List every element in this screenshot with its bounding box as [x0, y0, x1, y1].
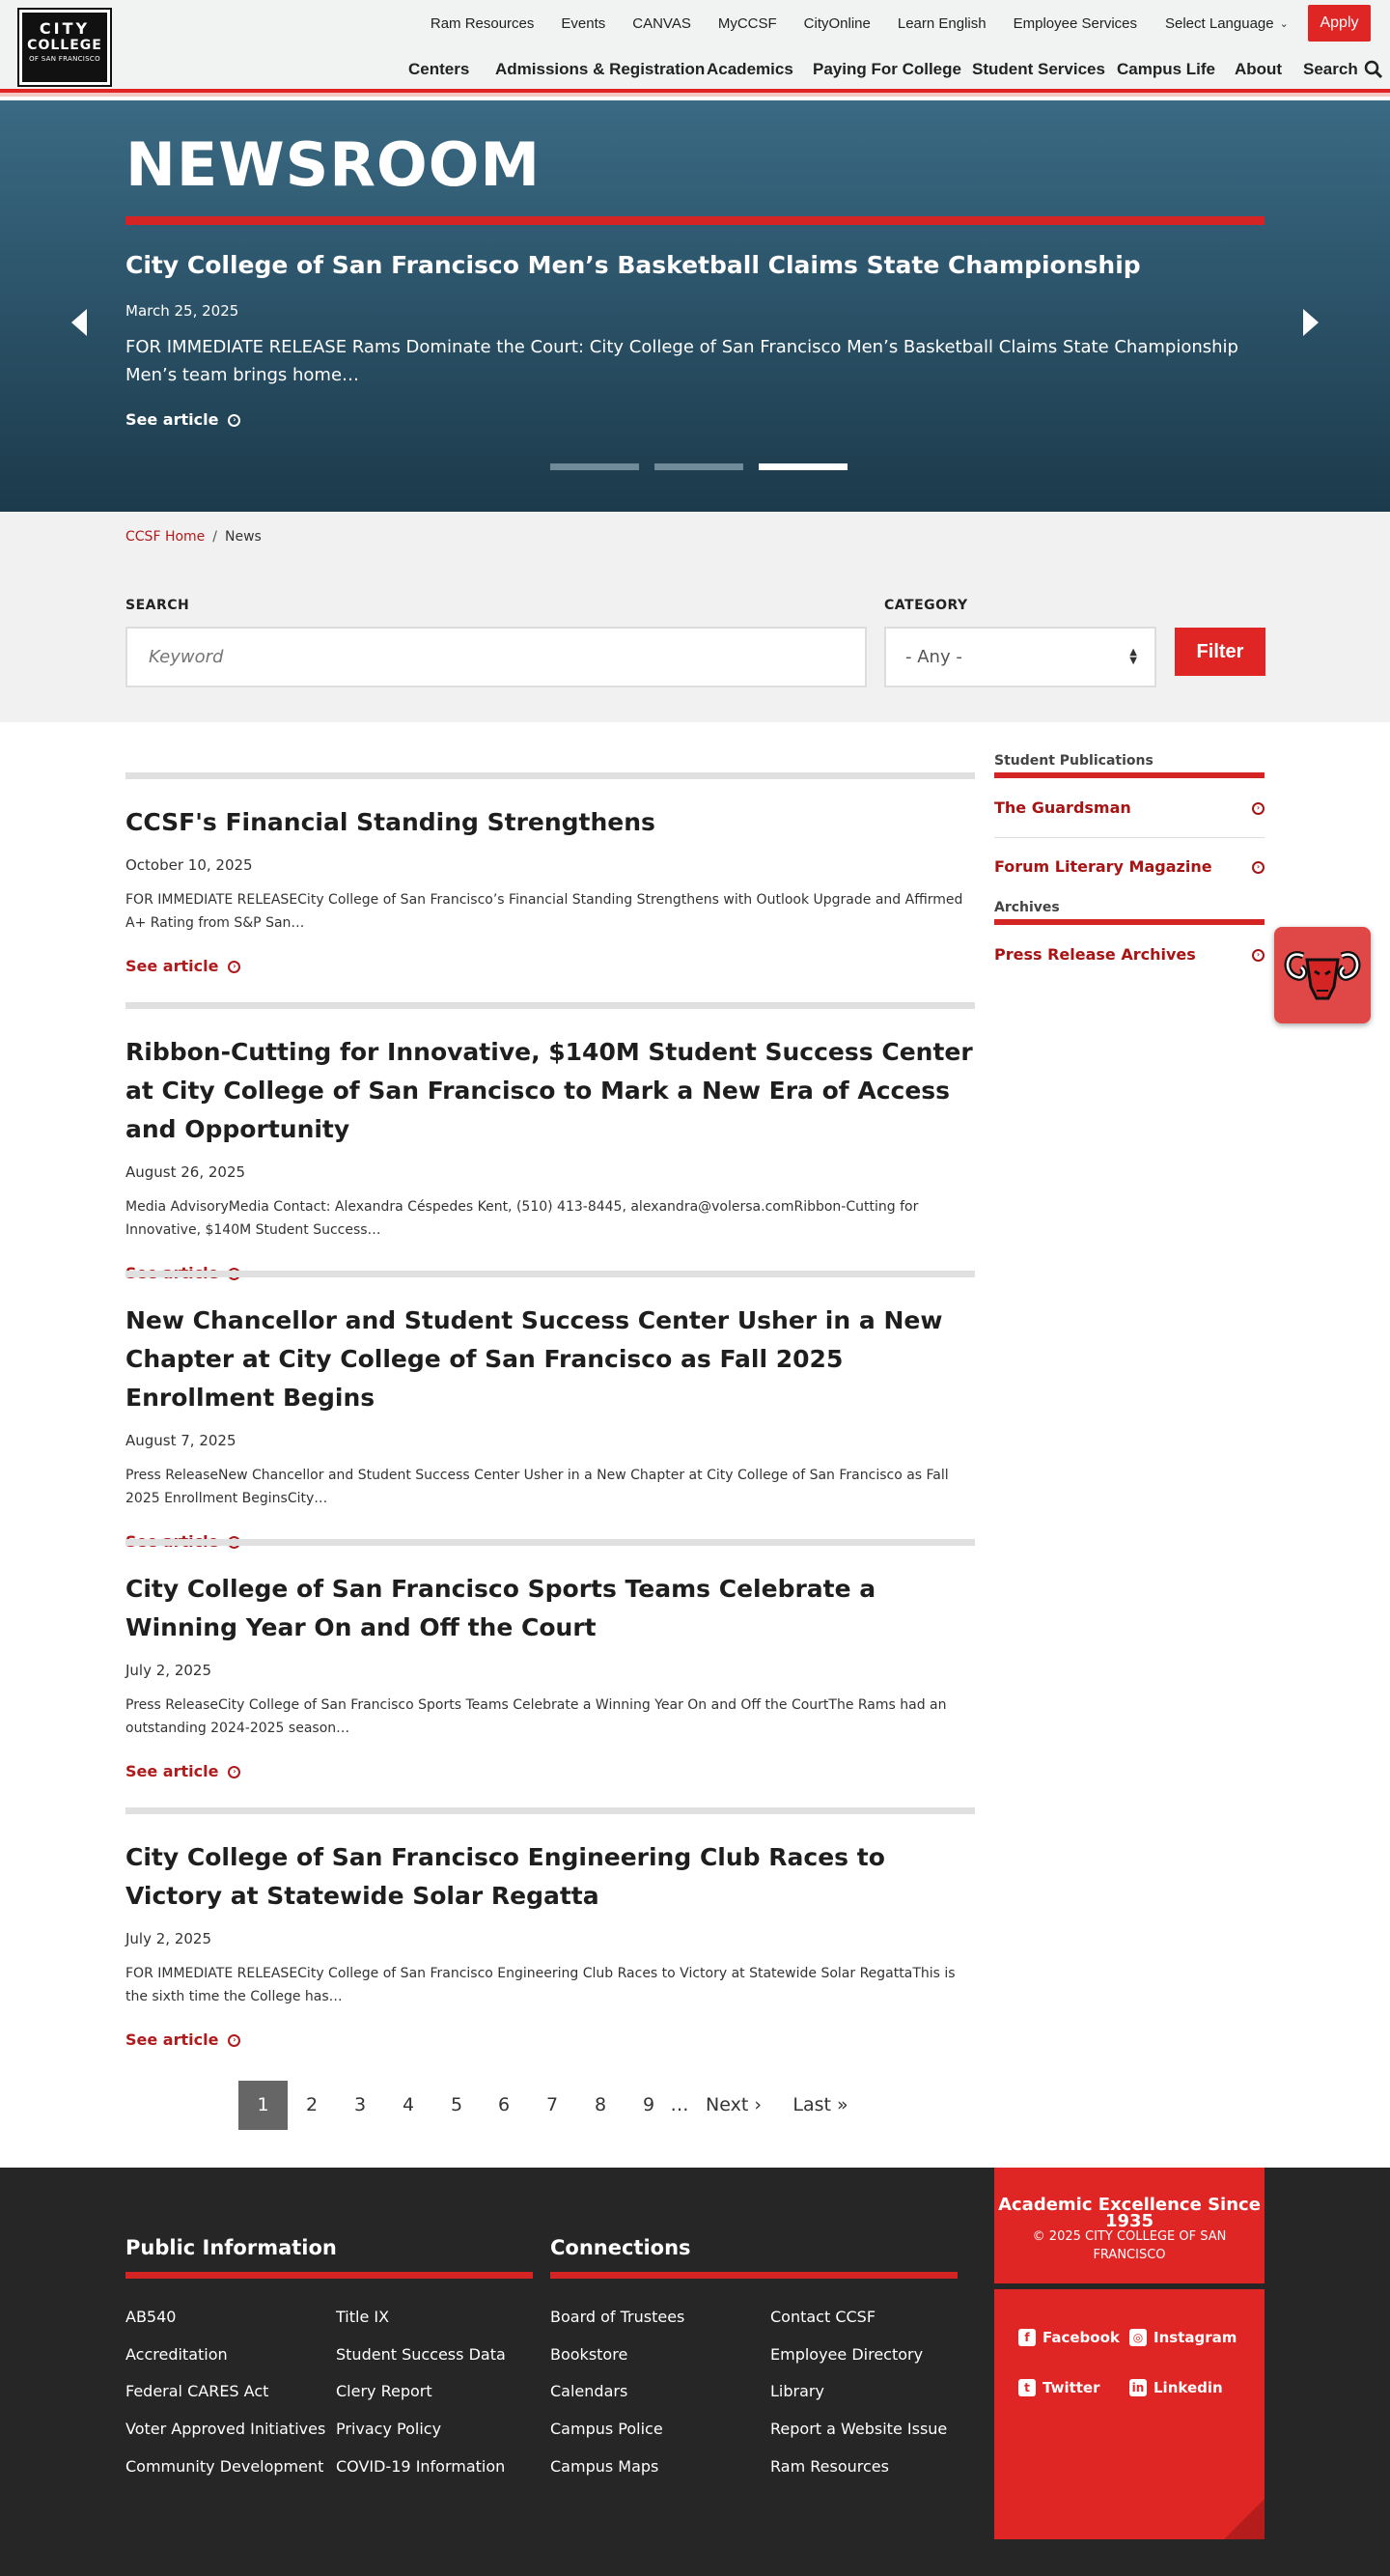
- footer-panel-separator: [994, 2283, 1265, 2289]
- footer-tagline: Academic Excellence Since 1935: [998, 2195, 1261, 2231]
- hero-date: March 25, 2025: [125, 302, 239, 320]
- footer-link-ram-resources[interactable]: Ram Resources: [770, 2457, 889, 2476]
- sidebar-link-label: Forum Literary Magazine: [994, 857, 1212, 876]
- language-select[interactable]: [1165, 14, 1289, 35]
- footer-link-voter-approved-initiatives[interactable]: Voter Approved Initiatives: [125, 2420, 326, 2438]
- page-title: NEWSROOM: [125, 129, 542, 200]
- footer-link-report-a-website-issue[interactable]: Report a Website Issue: [770, 2420, 948, 2438]
- category-select-value: - Any -: [905, 647, 962, 667]
- utility-link-cityonline[interactable]: CityOnline: [803, 15, 871, 32]
- page-1-button[interactable]: 1: [238, 2081, 288, 2130]
- see-article-label: See article: [125, 2030, 219, 2049]
- select-arrows-icon: ▲ ▼: [1129, 647, 1137, 666]
- nav-admissions-registration[interactable]: Admissions & Registration: [495, 60, 706, 78]
- chevron-down-icon: ⌄: [1279, 18, 1289, 30]
- utility-link-ram-resources[interactable]: Ram Resources: [430, 15, 535, 32]
- news-article: [125, 1002, 975, 1284]
- sidebar-link-label: The Guardsman: [994, 798, 1131, 817]
- page-6-button[interactable]: 6: [497, 2094, 511, 2115]
- ccsf-logo[interactable]: [19, 10, 110, 85]
- site-footer: [0, 2168, 1390, 2576]
- page-7-button[interactable]: 7: [545, 2094, 559, 2115]
- arrow-circle-icon: ›: [228, 2034, 240, 2047]
- newsroom-hero-carousel: [0, 100, 1390, 512]
- twitter-label: Twitter: [1042, 2379, 1100, 2396]
- footer-link-privacy-policy[interactable]: Privacy Policy: [336, 2420, 442, 2438]
- footer-panel-corner-decoration: [1224, 2499, 1265, 2539]
- keyword-search-input[interactable]: [125, 627, 867, 687]
- see-article-link[interactable]: [125, 1761, 975, 1782]
- utility-link-events[interactable]: Events: [561, 15, 606, 32]
- footer-divider: [125, 2272, 533, 2279]
- logo-line-3: OF SAN FRANCISCO: [29, 55, 100, 63]
- nav-academics[interactable]: Academics: [707, 60, 793, 78]
- nav-centers[interactable]: Centers: [408, 60, 470, 78]
- footer-link-community-development[interactable]: Community Development: [125, 2457, 324, 2476]
- footer-link-federal-cares-act[interactable]: Federal CARES Act: [125, 2382, 269, 2400]
- see-article-label: See article: [125, 1264, 219, 1282]
- see-article-link[interactable]: [125, 2030, 975, 2051]
- arrow-circle-icon: ›: [228, 961, 240, 973]
- page-4-button[interactable]: 4: [402, 2094, 415, 2115]
- utility-link-myccsf[interactable]: MyCCSF: [717, 15, 777, 32]
- see-article-label: See article: [125, 1762, 219, 1780]
- pagination-ellipsis: …: [670, 2094, 689, 2115]
- article-summary: Media AdvisoryMedia Contact: Alexandra Céspedes Kent, (510) 413-8445, alexandra@volersa.comRibbon-Cutting for Innovative, $140M Student Success…: [125, 1199, 919, 1238]
- archives-heading: Archives: [994, 900, 1060, 915]
- footer-link-accreditation[interactable]: Accreditation: [125, 2345, 228, 2364]
- title-divider: [125, 216, 1265, 225]
- footer-link-covid-19-information[interactable]: COVID-19 Information: [336, 2457, 506, 2476]
- ram-chat-widget[interactable]: [1274, 927, 1371, 1023]
- ram-mascot-icon: [1274, 927, 1371, 1023]
- page-3-button[interactable]: 3: [353, 2094, 367, 2115]
- news-article: [125, 1807, 975, 2051]
- header-search-label: Search: [1303, 60, 1358, 78]
- instagram-label: Instagram: [1154, 2329, 1237, 2346]
- carousel-dot-3[interactable]: [759, 463, 848, 470]
- article-date: July 2, 2025: [125, 1930, 211, 1947]
- language-select-label: Select Language: [1165, 15, 1274, 32]
- sidebar-divider: [994, 919, 1265, 925]
- arrow-circle-icon: ›: [228, 1536, 240, 1549]
- news-filter-area: [0, 512, 1390, 722]
- last-page-button[interactable]: Last »: [792, 2094, 848, 2115]
- article-date: August 7, 2025: [125, 1432, 236, 1449]
- linkedin-label: Linkedin: [1154, 2379, 1223, 2396]
- footer-link-ab540[interactable]: AB540: [125, 2308, 177, 2326]
- utility-link-learn-english[interactable]: Learn English: [897, 15, 987, 32]
- footer-link-campus-maps[interactable]: Campus Maps: [550, 2457, 659, 2476]
- next-page-button[interactable]: Next ›: [706, 2094, 762, 2115]
- page-9-button[interactable]: 9: [642, 2094, 655, 2115]
- sidebar-link-forum-literary-magazine[interactable]: [994, 856, 1265, 878]
- breadcrumb: [125, 527, 262, 546]
- footer-link-student-success-data[interactable]: Student Success Data: [336, 2345, 506, 2364]
- nav-about[interactable]: About: [1235, 60, 1283, 78]
- article-summary: FOR IMMEDIATE RELEASECity College of San Francisco Engineering Club Races to Victory at Statewide Solar RegattaThis is the sixth time the College has…: [125, 1966, 956, 2004]
- page-5-button[interactable]: 5: [450, 2094, 463, 2115]
- utility-link-canvas[interactable]: CANVAS: [632, 15, 691, 32]
- utility-nav: [403, 14, 1137, 35]
- footer-link-library[interactable]: Library: [770, 2382, 824, 2400]
- hero-headline[interactable]: City College of San Francisco Men’s Basketball Claims State Championship: [125, 251, 1141, 279]
- header-search-button[interactable]: [1303, 57, 1383, 82]
- carousel-dot-2[interactable]: [654, 463, 743, 470]
- article-title[interactable]: CCSF's Financial Standing Strengthens: [125, 808, 655, 836]
- sidebar-divider: [994, 772, 1265, 778]
- nav-student-services[interactable]: Student Services: [972, 60, 1105, 78]
- footer-link-campus-police[interactable]: Campus Police: [550, 2420, 663, 2438]
- utility-link-employee-services[interactable]: Employee Services: [1013, 15, 1137, 32]
- facebook-link[interactable]: [1018, 2328, 1120, 2347]
- footer-link-bookstore[interactable]: Bookstore: [550, 2345, 628, 2364]
- article-summary: Press ReleaseCity College of San Francisco Sports Teams Celebrate a Winning Year On and Off the CourtThe Rams had an outstanding 2024-2025 season…: [125, 1697, 947, 1736]
- sidebar-link-the-guardsman[interactable]: [994, 798, 1265, 819]
- student-publications-heading: Student Publications: [994, 753, 1154, 769]
- arrow-circle-icon: ›: [1252, 802, 1265, 815]
- footer-link-calendars[interactable]: Calendars: [550, 2382, 628, 2400]
- article-summary: Press ReleaseNew Chancellor and Student Success Center Usher in a New Chapter at City College of San Francisco as Fall 2025 Enrollment BeginsCity…: [125, 1468, 949, 1506]
- arrow-circle-icon: ›: [1252, 861, 1265, 874]
- facebook-label: Facebook: [1042, 2329, 1120, 2346]
- sidebar-link-label: Press Release Archives: [994, 945, 1196, 964]
- article-title[interactable]: New Chancellor and Student Success Center Usher in a New Chapter at City College of San Francisco as Fall 2025 Enrollment Begins: [125, 1306, 943, 1412]
- breadcrumb-separator: /: [212, 529, 218, 545]
- article-date: October 10, 2025: [125, 856, 253, 874]
- site-header: [0, 0, 1390, 93]
- see-article-label: See article: [125, 957, 219, 975]
- filter-button[interactable]: Filter: [1175, 628, 1265, 676]
- sidebar-separator: [994, 837, 1265, 838]
- footer-copyright: © 2025 CITY COLLEGE OF SAN FRANCISCO: [1032, 2229, 1227, 2262]
- arrow-circle-icon: ›: [228, 1766, 240, 1778]
- apply-button[interactable]: Apply: [1308, 5, 1371, 42]
- sidebar-link-press-release-archives[interactable]: [994, 944, 1265, 966]
- footer-link-board-of-trustees[interactable]: Board of Trustees: [550, 2308, 685, 2326]
- article-title[interactable]: Ribbon-Cutting for Innovative, $140M Student Success Center at City College of San Francisco to Mark a New Era of Access and Opportunity: [125, 1038, 973, 1143]
- category-select[interactable]: [884, 627, 1156, 687]
- public-information-heading: Public Information: [125, 2236, 337, 2259]
- article-title[interactable]: City College of San Francisco Engineering Club Races to Victory at Statewide Solar Regatta: [125, 1843, 885, 1910]
- facebook-icon: f: [1018, 2329, 1036, 2346]
- footer-link-contact-ccsf[interactable]: Contact CCSF: [770, 2308, 876, 2326]
- logo-line-1: CITY: [39, 19, 91, 38]
- article-summary: FOR IMMEDIATE RELEASECity College of San Francisco’s Financial Standing Strengthens with Outlook Upgrade and Affirmed A+ Rating from S&P San…: [125, 892, 963, 931]
- hero-see-article-link[interactable]: [125, 409, 240, 431]
- article-title[interactable]: City College of San Francisco Sports Teams Celebrate a Winning Year On and Off the Court: [125, 1575, 876, 1641]
- footer-link-employee-directory[interactable]: Employee Directory: [770, 2345, 924, 2364]
- logo-line-2: COLLEGE: [27, 38, 102, 53]
- article-date: July 2, 2025: [125, 1662, 211, 1679]
- news-article: [125, 772, 975, 977]
- carousel-dot-1[interactable]: [550, 463, 639, 470]
- footer-brand-panel: [994, 2168, 1265, 2539]
- page-2-button[interactable]: 2: [305, 2094, 319, 2115]
- arrow-circle-icon: ›: [228, 414, 240, 427]
- breadcrumb-current: News: [225, 529, 262, 545]
- see-article-link[interactable]: [125, 956, 975, 977]
- see-article-label: See article: [125, 1532, 219, 1551]
- arrow-circle-icon: ›: [228, 1268, 240, 1280]
- breadcrumb-home-link[interactable]: CCSF Home: [125, 529, 206, 545]
- category-label: CATEGORY: [884, 598, 968, 613]
- page-8-button[interactable]: 8: [594, 2094, 607, 2115]
- linkedin-icon: in: [1129, 2379, 1147, 2396]
- footer-link-title-ix[interactable]: Title IX: [336, 2308, 390, 2326]
- news-article: [125, 1271, 975, 1553]
- nav-campus-life[interactable]: Campus Life: [1117, 60, 1216, 78]
- hero-summary: FOR IMMEDIATE RELEASE Rams Dominate the Court: City College of San Francisco Men’s Basketball Claims State Championship Men’s team brings home…: [125, 337, 1238, 385]
- instagram-link[interactable]: [1129, 2328, 1237, 2347]
- search-icon: [1364, 60, 1383, 79]
- twitter-icon: t: [1018, 2379, 1036, 2396]
- instagram-icon: ◎: [1129, 2329, 1147, 2346]
- news-article: [125, 1539, 975, 1782]
- footer-link-clery-report[interactable]: Clery Report: [336, 2382, 432, 2400]
- carousel-next-arrow-icon[interactable]: [1303, 309, 1319, 336]
- carousel-prev-arrow-icon[interactable]: [71, 309, 87, 336]
- article-date: August 26, 2025: [125, 1163, 246, 1181]
- footer-divider: [550, 2272, 958, 2279]
- search-label: SEARCH: [125, 598, 190, 613]
- connections-heading: Connections: [550, 2236, 691, 2259]
- arrow-circle-icon: ›: [1252, 949, 1265, 962]
- hero-see-article-label: See article: [125, 410, 219, 429]
- nav-paying-for-college[interactable]: Paying For College: [813, 60, 961, 78]
- twitter-link[interactable]: [1018, 2378, 1100, 2397]
- linkedin-link[interactable]: [1129, 2378, 1223, 2397]
